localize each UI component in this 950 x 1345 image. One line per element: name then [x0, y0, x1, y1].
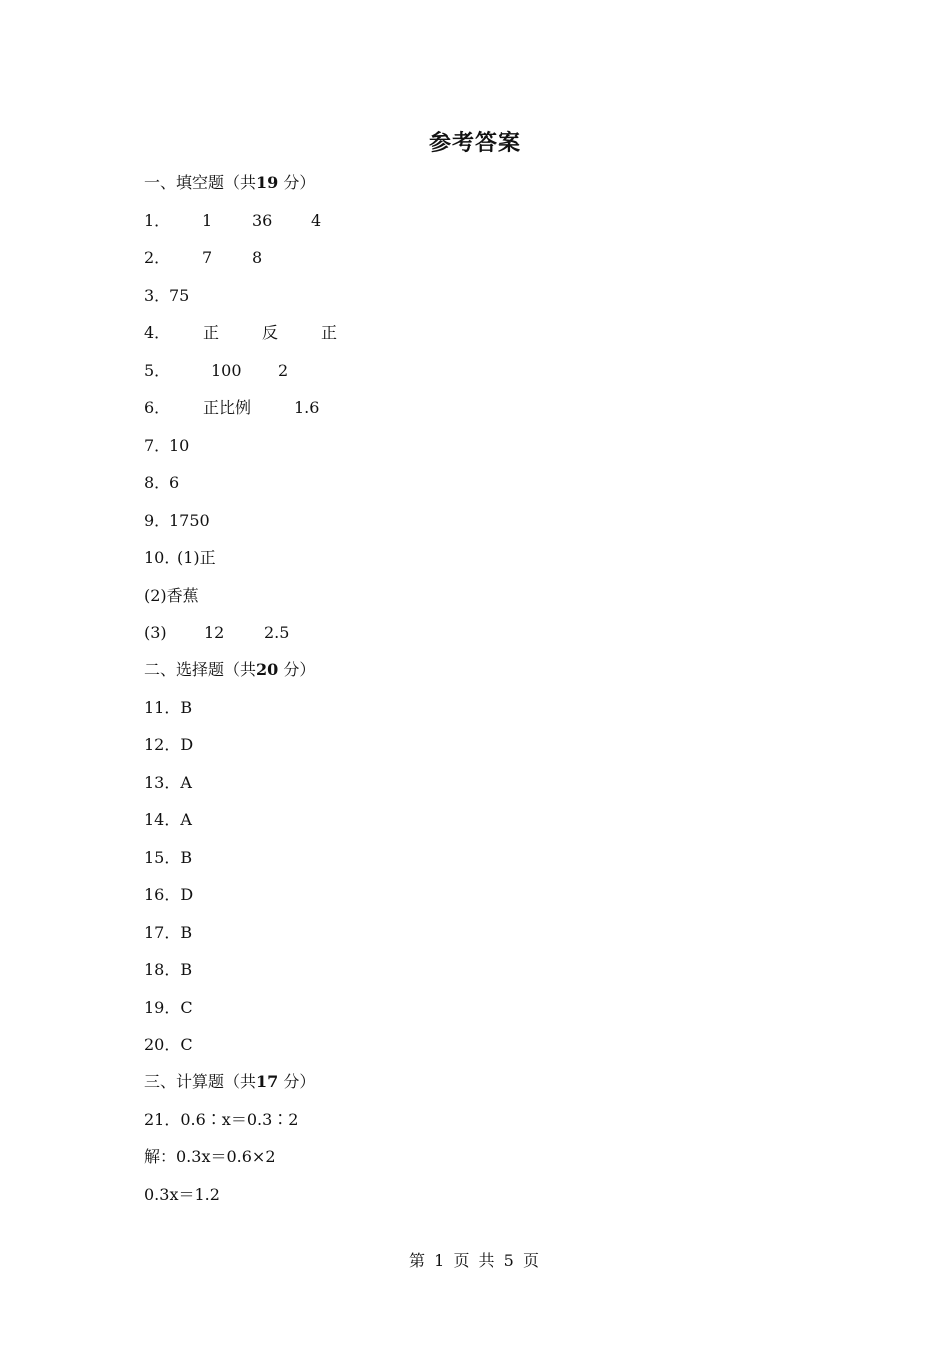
total-page-count: 5 — [503, 1251, 516, 1270]
question-number: 1． — [144, 211, 171, 230]
current-page-number: 1 — [434, 1251, 447, 1270]
answer-item-14: 14．A — [144, 810, 192, 829]
footer-word: 页 — [453, 1251, 472, 1270]
answer-item-12: 12．D — [144, 735, 194, 754]
answer-item-21: 21．0.6∶x＝0.3∶2 — [144, 1110, 299, 1129]
solution-step: 0.3x＝1.2 — [144, 1185, 220, 1204]
footer-word: 页 — [522, 1251, 541, 1270]
question-number: 8． — [144, 473, 171, 492]
section-heading-multiple-choice — [144, 659, 315, 681]
answer-item-13: 13．A — [144, 773, 192, 792]
section-prefix: 一、填空题（共 — [144, 173, 257, 192]
question-number: 3． — [144, 286, 171, 305]
answer-value: 正 — [203, 323, 220, 342]
section-heading-fill-blank — [144, 172, 315, 194]
section-heading-calculation — [144, 1071, 315, 1093]
answer-item-20: 20．C — [144, 1035, 193, 1054]
answer-value: 正 — [321, 323, 338, 342]
section-points: 17 — [256, 1072, 279, 1091]
section-suffix: 分） — [283, 660, 316, 679]
question-number: 7． — [144, 436, 171, 455]
page-title: 参考答案 — [428, 130, 521, 156]
answer-value: 12 — [204, 623, 225, 642]
answer-value: 2 — [278, 361, 289, 380]
answer-value: 1 — [202, 211, 213, 230]
section-prefix: 三、计算题（共 — [144, 1072, 257, 1091]
answer-item-19: 19．C — [144, 998, 193, 1017]
answer-item-17: 17．B — [144, 923, 193, 942]
section-points: 19 — [256, 173, 279, 192]
page-footer — [0, 1248, 950, 1271]
solution-step: 解：0.3x＝0.6×2 — [144, 1147, 276, 1166]
part-label: (3) — [144, 623, 167, 642]
answer-value: 7 — [202, 248, 213, 267]
answer-value: 100 — [211, 361, 242, 380]
answer-item-16: 16．D — [144, 885, 194, 904]
answer-item-11: 11．B — [144, 698, 193, 717]
answer-value: 8 — [252, 248, 263, 267]
question-number: 9． — [144, 511, 171, 530]
question-number: 10． — [144, 548, 181, 567]
answer-value: 2.5 — [264, 623, 290, 642]
question-number: 5． — [144, 361, 171, 380]
footer-word: 共 — [478, 1251, 497, 1270]
answer-value: 75 — [169, 286, 190, 305]
section-points: 20 — [256, 660, 279, 679]
answer-value: 10 — [169, 436, 190, 455]
section-suffix: 分） — [283, 1072, 316, 1091]
answer-value: 1750 — [169, 511, 210, 530]
question-number: 4． — [144, 323, 171, 342]
answer-item-18: 18．B — [144, 960, 193, 979]
answer-value: 36 — [252, 211, 273, 230]
section-suffix: 分） — [283, 173, 316, 192]
answer-value: 反 — [262, 323, 279, 342]
answer-item-10-part-2: (2)香蕉 — [144, 586, 199, 605]
answer-value: 4 — [311, 211, 322, 230]
answer-value: 6 — [169, 473, 180, 492]
answer-value: 1.6 — [294, 398, 320, 417]
answer-item-15: 15．B — [144, 848, 193, 867]
answer-value: 正比例 — [203, 398, 252, 417]
question-number: 6． — [144, 398, 171, 417]
footer-word: 第 — [409, 1251, 428, 1270]
question-number: 2． — [144, 248, 171, 267]
answer-value: (1)正 — [177, 548, 216, 567]
section-prefix: 二、选择题（共 — [144, 660, 257, 679]
